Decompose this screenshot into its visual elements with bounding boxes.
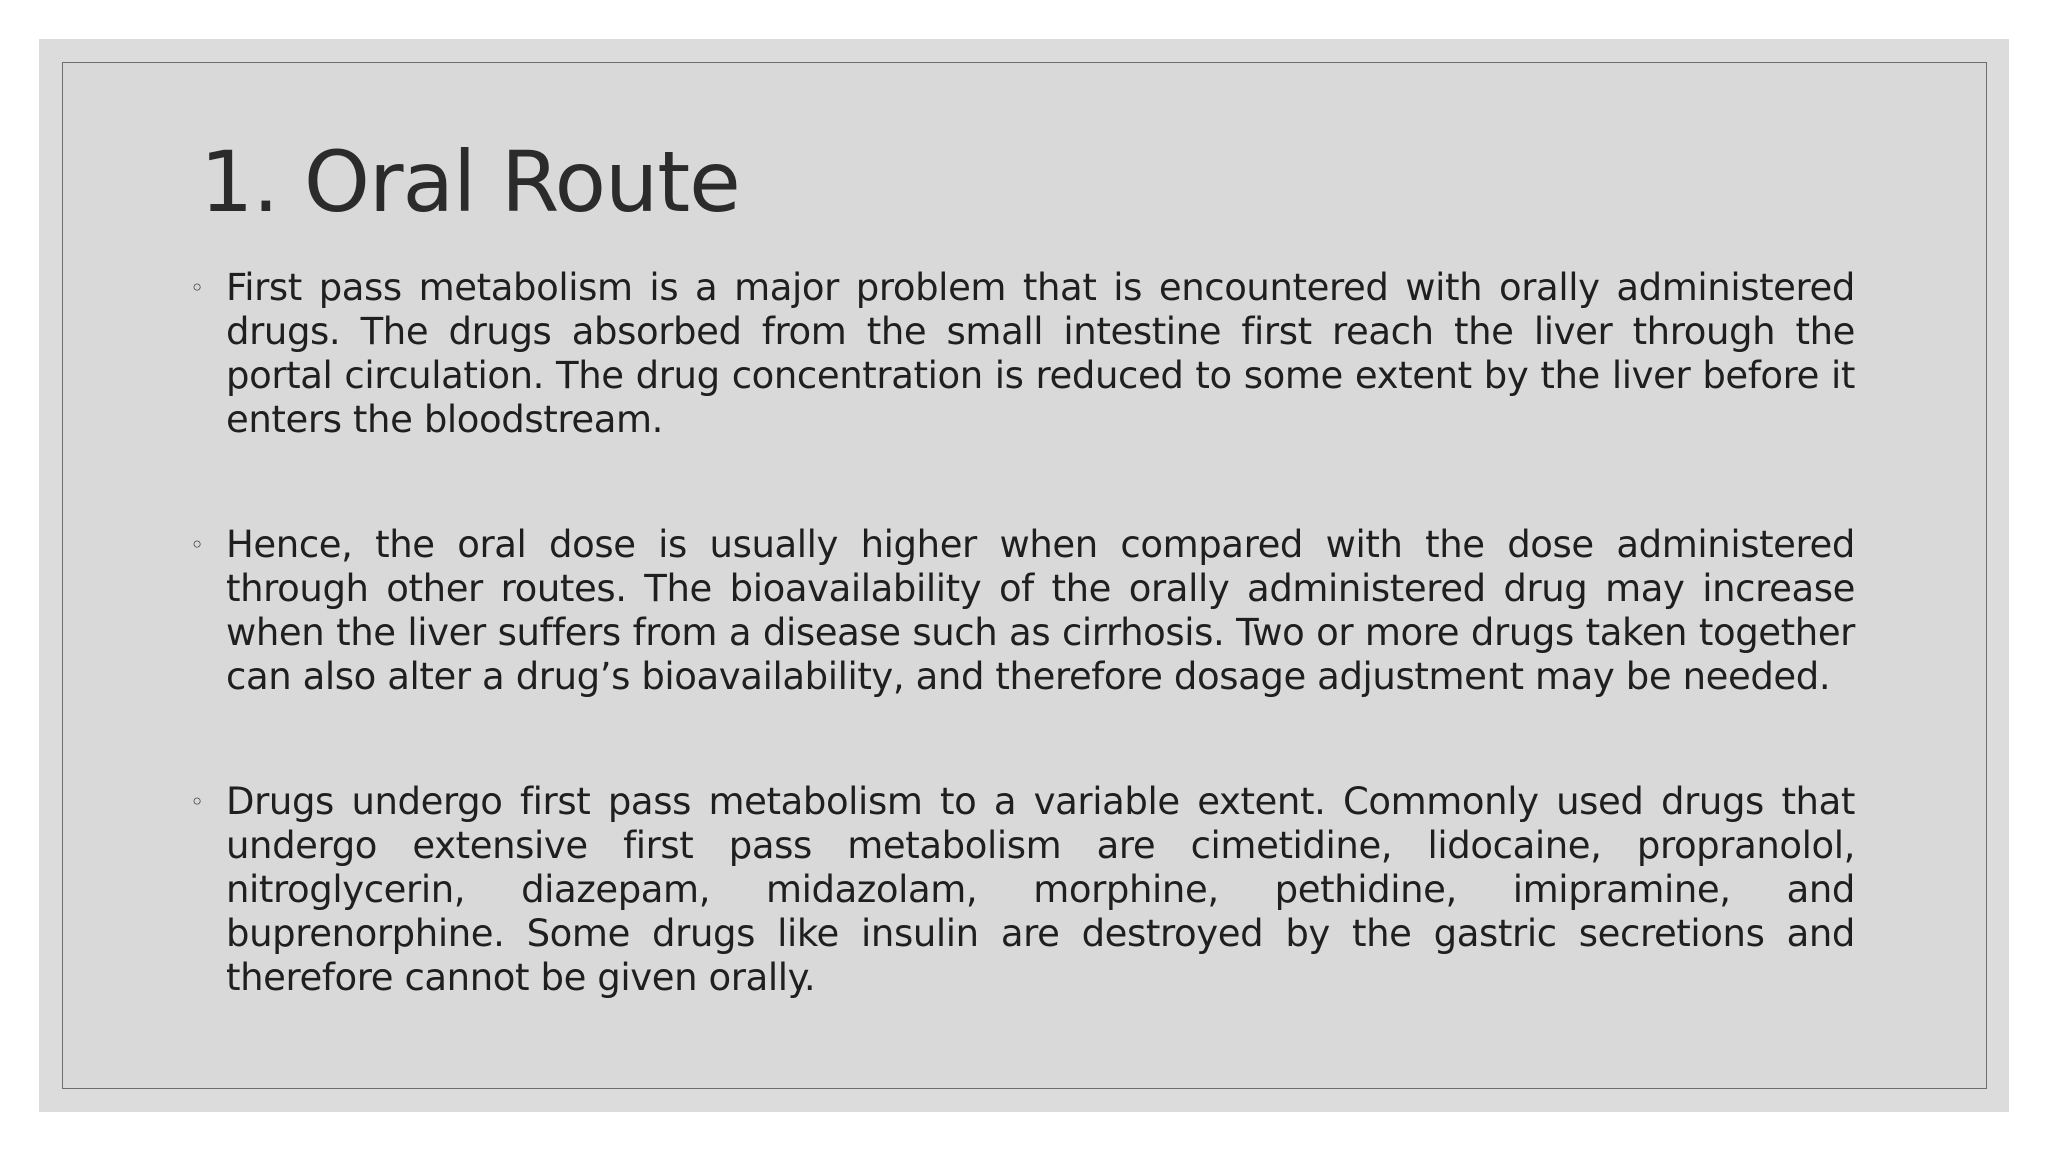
bullet-text: Drugs undergo first pass metabolism to a variable extent. Commonly used drugs that undergo extensive first pass metabolism are cimetidine, lidocaine, propranolol, nitroglycerin, diazepam, midazolam, morphine, pethidine, imipramine, and buprenorphine. Some drugs like insulin are destroyed by the gastric secretions and therefore cannot be given orally.	[226, 780, 1855, 999]
bullet-text: Hence, the oral dose is usually higher when compared with the dose administered through other routes. The bioavailability of the orally administered drug may increase when the liver suffers from a disease such as cirrhosis. Two or more drugs taken together can also alter a drug’s bioavailability, and therefore dosage adjustment may be needed.	[226, 523, 1855, 698]
bullet-list	[190, 266, 1855, 1000]
bullet-item-first-pass	[190, 266, 1855, 442]
bullet-item-drugs-list	[190, 780, 1855, 1000]
slide-title: 1. Oral Route	[200, 133, 740, 231]
bullet-circle-icon: ◦	[190, 274, 204, 302]
bullet-item-oral-dose	[190, 523, 1855, 699]
bullet-circle-icon: ◦	[190, 531, 204, 559]
bullet-text: First pass metabolism is a major problem that is encountered with orally administered drugs. The drugs absorbed from the small intestine first reach the liver through the portal circulation. The drug concentration is reduced to some extent by the liver before it enters the bloodstream.	[226, 266, 1855, 441]
bullet-circle-icon: ◦	[190, 788, 204, 816]
